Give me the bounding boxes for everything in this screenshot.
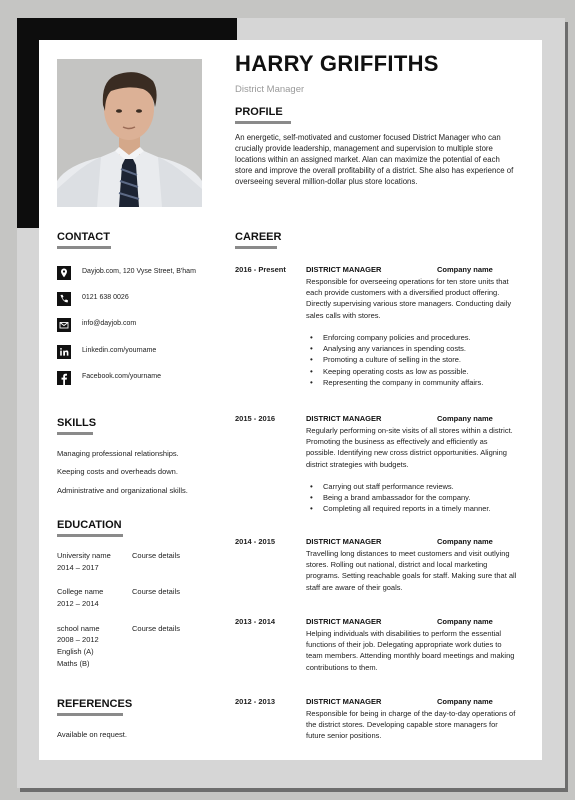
job-title: DISTRICT MANAGER <box>306 697 382 706</box>
contact-item-phone <box>57 292 227 306</box>
job-bullet: • Promoting a culture of selling in the store. <box>306 354 483 365</box>
education-school: University name <box>57 551 111 560</box>
job-company: Company name <box>437 414 493 423</box>
contact-item-address <box>57 266 227 280</box>
profile-heading-rule <box>235 121 291 124</box>
skills-heading: SKILLS <box>57 417 97 429</box>
references-text: Available on request. <box>57 730 127 739</box>
job-dates: 2016 - Present <box>235 265 286 274</box>
education-grade: Maths (B) <box>57 659 90 668</box>
skill-item: Administrative and organizational skills. <box>57 486 188 495</box>
job-company: Company name <box>437 617 493 626</box>
contact-linkedin[interactable]: Linkedin.com/yourname <box>82 347 157 354</box>
career-heading: CAREER <box>235 231 282 243</box>
phone-icon <box>57 292 71 306</box>
contact-phone[interactable]: 0121 638 0026 <box>82 294 129 301</box>
education-school: College name <box>57 587 104 596</box>
education-grade: English (A) <box>57 647 94 656</box>
education-school: school name <box>57 624 100 633</box>
job-dates: 2012 - 2013 <box>235 697 276 706</box>
linkedin-icon <box>57 345 71 359</box>
contact-item-linkedin <box>57 345 227 359</box>
job-description: Travelling long distances to meet customers and visit outlying stores. Rolling out national, district and local marketing programs. Setting reachable goals for staff. Making sure that all staff are aware of their goals. <box>306 549 517 592</box>
job-bullet: • Analysing any variances in spending costs. <box>306 343 483 354</box>
job-bullet-list <box>306 332 483 388</box>
job-description: Regularly performing on-site visits of all stores within a district. Promoting the business as effectively and efficiently as possible. Identifying new cross district opportunities. Aligning district strategies with budgets. <box>306 426 513 469</box>
job-title: DISTRICT MANAGER <box>306 414 382 423</box>
job-bullet: • Being a brand ambassador for the company. <box>306 492 491 503</box>
skill-item: Keeping costs and overheads down. <box>57 467 178 476</box>
job-bullet: • Keeping operating costs as low as possible. <box>306 366 483 377</box>
contact-heading-rule <box>57 246 111 249</box>
career-heading-rule <box>235 246 277 249</box>
skills-heading-rule <box>57 432 93 435</box>
education-details: Course details <box>132 624 180 633</box>
candidate-role: District Manager <box>235 84 305 95</box>
job-title: DISTRICT MANAGER <box>306 617 382 626</box>
education-details: Course details <box>132 551 180 560</box>
job-bullet: • Representing the company in community affairs. <box>306 377 483 388</box>
job-dates: 2014 - 2015 <box>235 537 276 546</box>
contact-heading: CONTACT <box>57 231 110 243</box>
references-heading: REFERENCES <box>57 698 133 710</box>
candidate-name: HARRY GRIFFITHS <box>235 51 439 76</box>
job-bullet: • Completing all required reports in a timely manner. <box>306 503 491 514</box>
location-pin-icon <box>57 266 71 280</box>
job-company: Company name <box>437 697 493 706</box>
job-company: Company name <box>437 537 493 546</box>
job-description: Responsible for overseeing operations for ten store units that each provide customers with a diversified product offering. Directly supervising various store managers. Conducting daily sales calls with stores. <box>306 277 512 320</box>
profile-text: An energetic, self-motivated and customer focused District Manager who can crucially provide leadership, management and supervision to multiple store locations within an assigned market. Alan can maximize the potential of each store and improve the overall profitability of a district. She also has experience of overseeing several million-dollar plus store locations. <box>235 133 514 186</box>
education-years: 2008 – 2012 <box>57 635 99 644</box>
resume-page <box>17 18 565 788</box>
education-heading-rule <box>57 534 123 537</box>
job-description: Responsible for being in charge of the day-to-day operations of the district stores. Developing capable store managers for future senior positions. <box>306 709 516 741</box>
references-heading-rule <box>57 713 123 716</box>
job-bullet: • Carrying out staff performance reviews. <box>306 481 491 492</box>
job-dates: 2013 - 2014 <box>235 617 276 626</box>
email-icon <box>57 318 71 332</box>
job-description: Helping individuals with disabilities to perform the essential functions of their job. Delegating appropriate work duties to team members. Attending monthly board meetings and making contributions to them. <box>306 629 515 672</box>
contact-address[interactable]: Dayjob.com, 120 Vyse Street, B'ham <box>82 268 196 275</box>
education-heading: EDUCATION <box>57 519 122 531</box>
contact-facebook[interactable]: Facebook.com/yourname <box>82 373 161 380</box>
job-bullet-list <box>306 481 491 515</box>
contact-item-facebook <box>57 371 227 385</box>
job-title: DISTRICT MANAGER <box>306 265 382 274</box>
job-dates: 2015 - 2016 <box>235 414 276 423</box>
education-years: 2012 – 2014 <box>57 599 99 608</box>
job-company: Company name <box>437 265 493 274</box>
portrait-illustration <box>57 59 202 207</box>
contact-item-email <box>57 318 227 332</box>
education-details: Course details <box>132 587 180 596</box>
profile-photo <box>57 59 202 207</box>
contact-email[interactable]: info@dayjob.com <box>82 320 137 327</box>
job-bullet: • Enforcing company policies and procedures. <box>306 332 483 343</box>
profile-heading: PROFILE <box>235 106 283 118</box>
job-title: DISTRICT MANAGER <box>306 537 382 546</box>
skill-item: Managing professional relationships. <box>57 449 179 458</box>
facebook-icon <box>57 371 71 385</box>
education-years: 2014 – 2017 <box>57 563 99 572</box>
